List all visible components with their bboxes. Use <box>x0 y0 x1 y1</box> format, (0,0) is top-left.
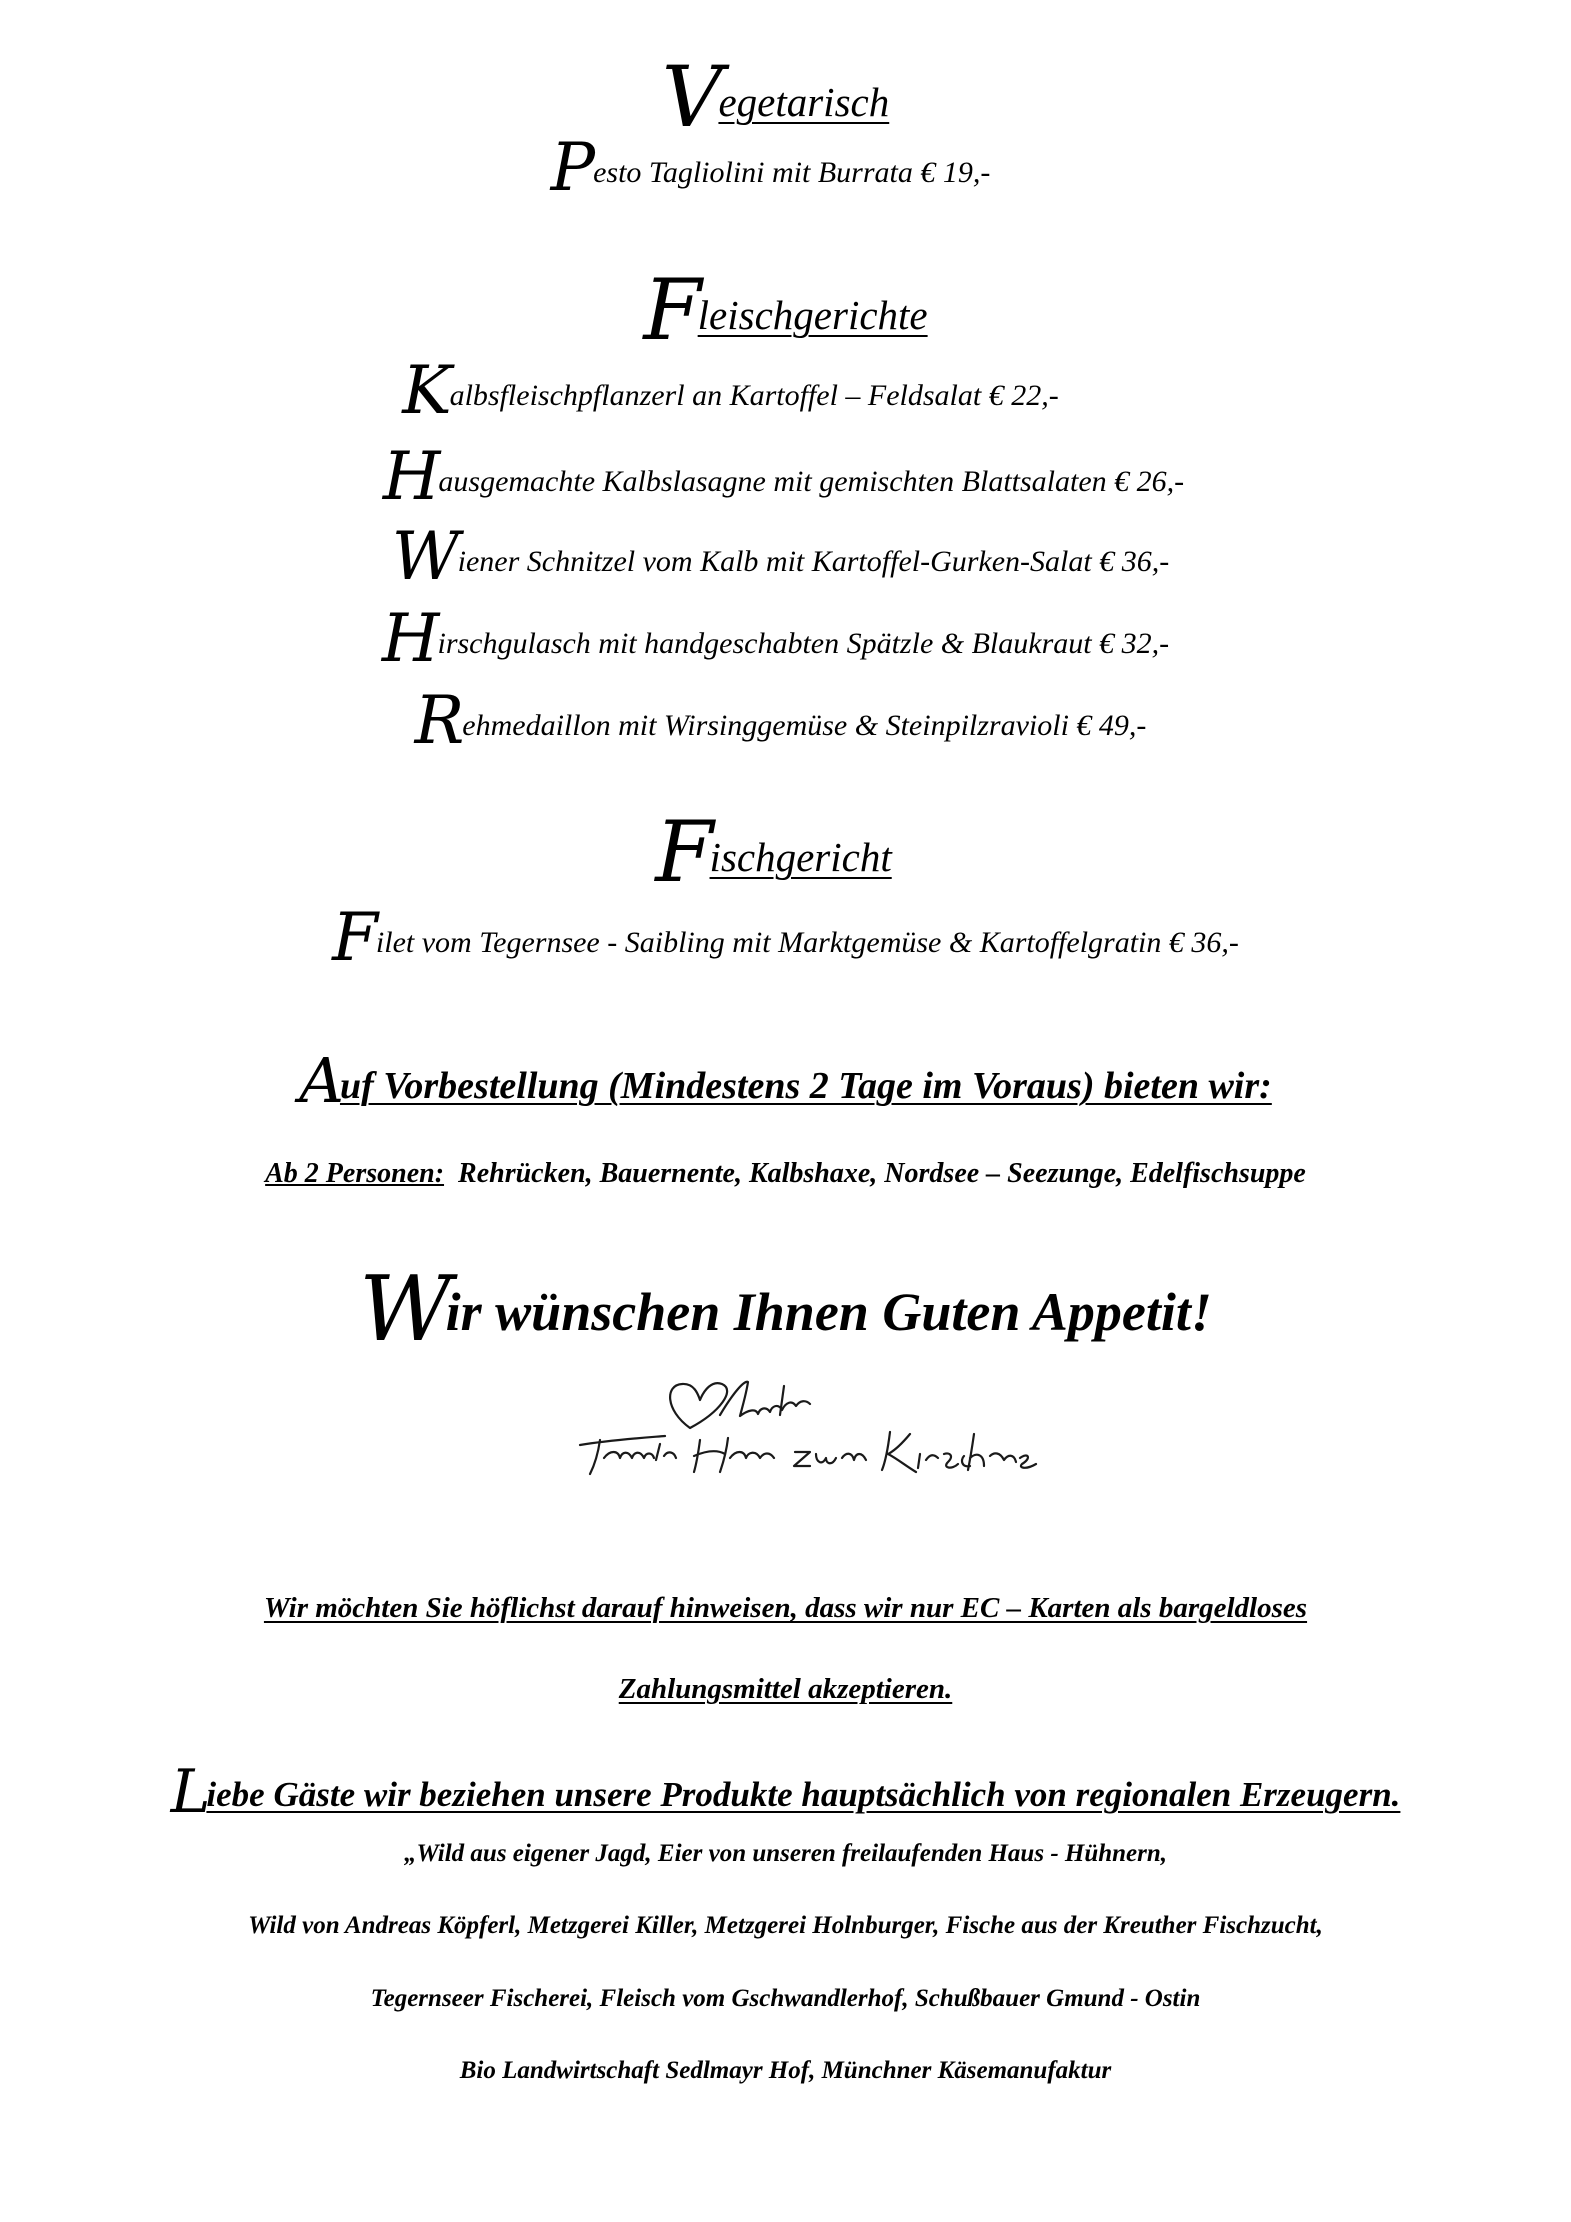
guests-heading <box>0 1757 1571 1827</box>
producer-line: Tegernseer Fischerei, Fleisch vom Gschwandlerhof, Schußbauer Gmund - Ostin <box>370 1985 1201 2012</box>
producer-line: „Wild aus eigener Jagd, Eier von unseren freilaufenden Haus - Hühnern, <box>403 1840 1168 1867</box>
item-initial: F <box>332 899 378 976</box>
payment-note-line2: Zahlungsmittel akzeptieren. <box>618 1673 953 1705</box>
menu-item <box>0 438 1569 515</box>
item-initial: P <box>550 129 596 206</box>
item-text: iener Schnitzel vom Kalb mit Kartoffel-Gurken-Salat € 36,- <box>457 545 1170 578</box>
item-initial: K <box>402 352 452 429</box>
item-text: esto Tagliolini mit Burrata € 19,- <box>593 156 991 189</box>
guests-text: iebe Gäste wir beziehen unsere Produkte hauptsächlich von regionalen Erzeugern. <box>206 1775 1401 1814</box>
item-text: ehmedaillon mit Wirsinggemüse & Steinpilzravioli € 49,- <box>462 709 1147 742</box>
handwritten-signature <box>570 1370 1040 1490</box>
item-initial: R <box>414 682 465 759</box>
heading-initial: F <box>643 261 702 359</box>
preorder-options <box>0 1158 1571 1190</box>
persons-label: Ab 2 Personen: <box>265 1158 445 1189</box>
heading-initial: F <box>655 803 714 901</box>
item-text: ausgemachte Kalbslasagne mit gemischten Blattsalaten € 26,- <box>438 465 1185 498</box>
item-text: irschgulasch mit handgeschabten Spätzle & Blaukraut € 32,- <box>437 627 1170 660</box>
guests-initial: L <box>170 1757 211 1827</box>
heading-text: egetarisch <box>718 79 890 125</box>
section-heading-vegetarisch <box>0 48 1561 146</box>
item-initial: H <box>382 438 441 515</box>
heading-initial: V <box>661 48 723 146</box>
menu-item <box>0 600 1561 677</box>
menu-item <box>0 899 1571 976</box>
heading-text: ischgericht <box>709 834 892 880</box>
appetit-greeting <box>0 1257 1571 1362</box>
heading-text: leischgerichte <box>697 292 928 338</box>
producer-line: Wild von Andreas Köpferl, Metzgerei Killer, Metzgerei Holnburger, Fische aus der Kreuther Fischzucht, <box>248 1912 1323 1939</box>
item-initial: W <box>391 518 460 595</box>
persons-items: Rehrücken, Bauernente, Kalbshaxe, Nordsee – Seezunge, Edelfischsuppe <box>444 1158 1306 1189</box>
preorder-heading <box>0 1044 1571 1117</box>
producer-line: Bio Landwirtschaft Sedlmayr Hof, Münchner Käsemanufaktur <box>459 2057 1112 2084</box>
preorder-text: uf Vorbestellung (Mindestens 2 Tage im Voraus) bieten wir: <box>339 1065 1272 1107</box>
preorder-initial: A <box>299 1044 344 1117</box>
menu-item <box>0 352 1516 429</box>
item-text: albsfleischpflanzerl an Kartoffel – Feldsalat € 22,- <box>449 379 1059 412</box>
menu-item <box>0 518 1566 595</box>
payment-note-line1: Wir möchten Sie höflichst darauf hinweisen, dass wir nur EC – Karten als bargeldloses <box>263 1592 1308 1624</box>
appetit-text: ir wünschen Ihnen Guten Appetit! <box>445 1282 1212 1342</box>
section-heading-fischgericht <box>0 803 1559 901</box>
appetit-initial: W <box>359 1257 452 1362</box>
item-initial: H <box>381 600 440 677</box>
menu-item <box>0 682 1566 759</box>
menu-item <box>0 129 1556 206</box>
item-text: ilet vom Tegernsee - Saibling mit Marktgemüse & Kartoffelgratin € 36,- <box>375 926 1239 959</box>
section-heading-fleischgerichte <box>0 261 1571 359</box>
